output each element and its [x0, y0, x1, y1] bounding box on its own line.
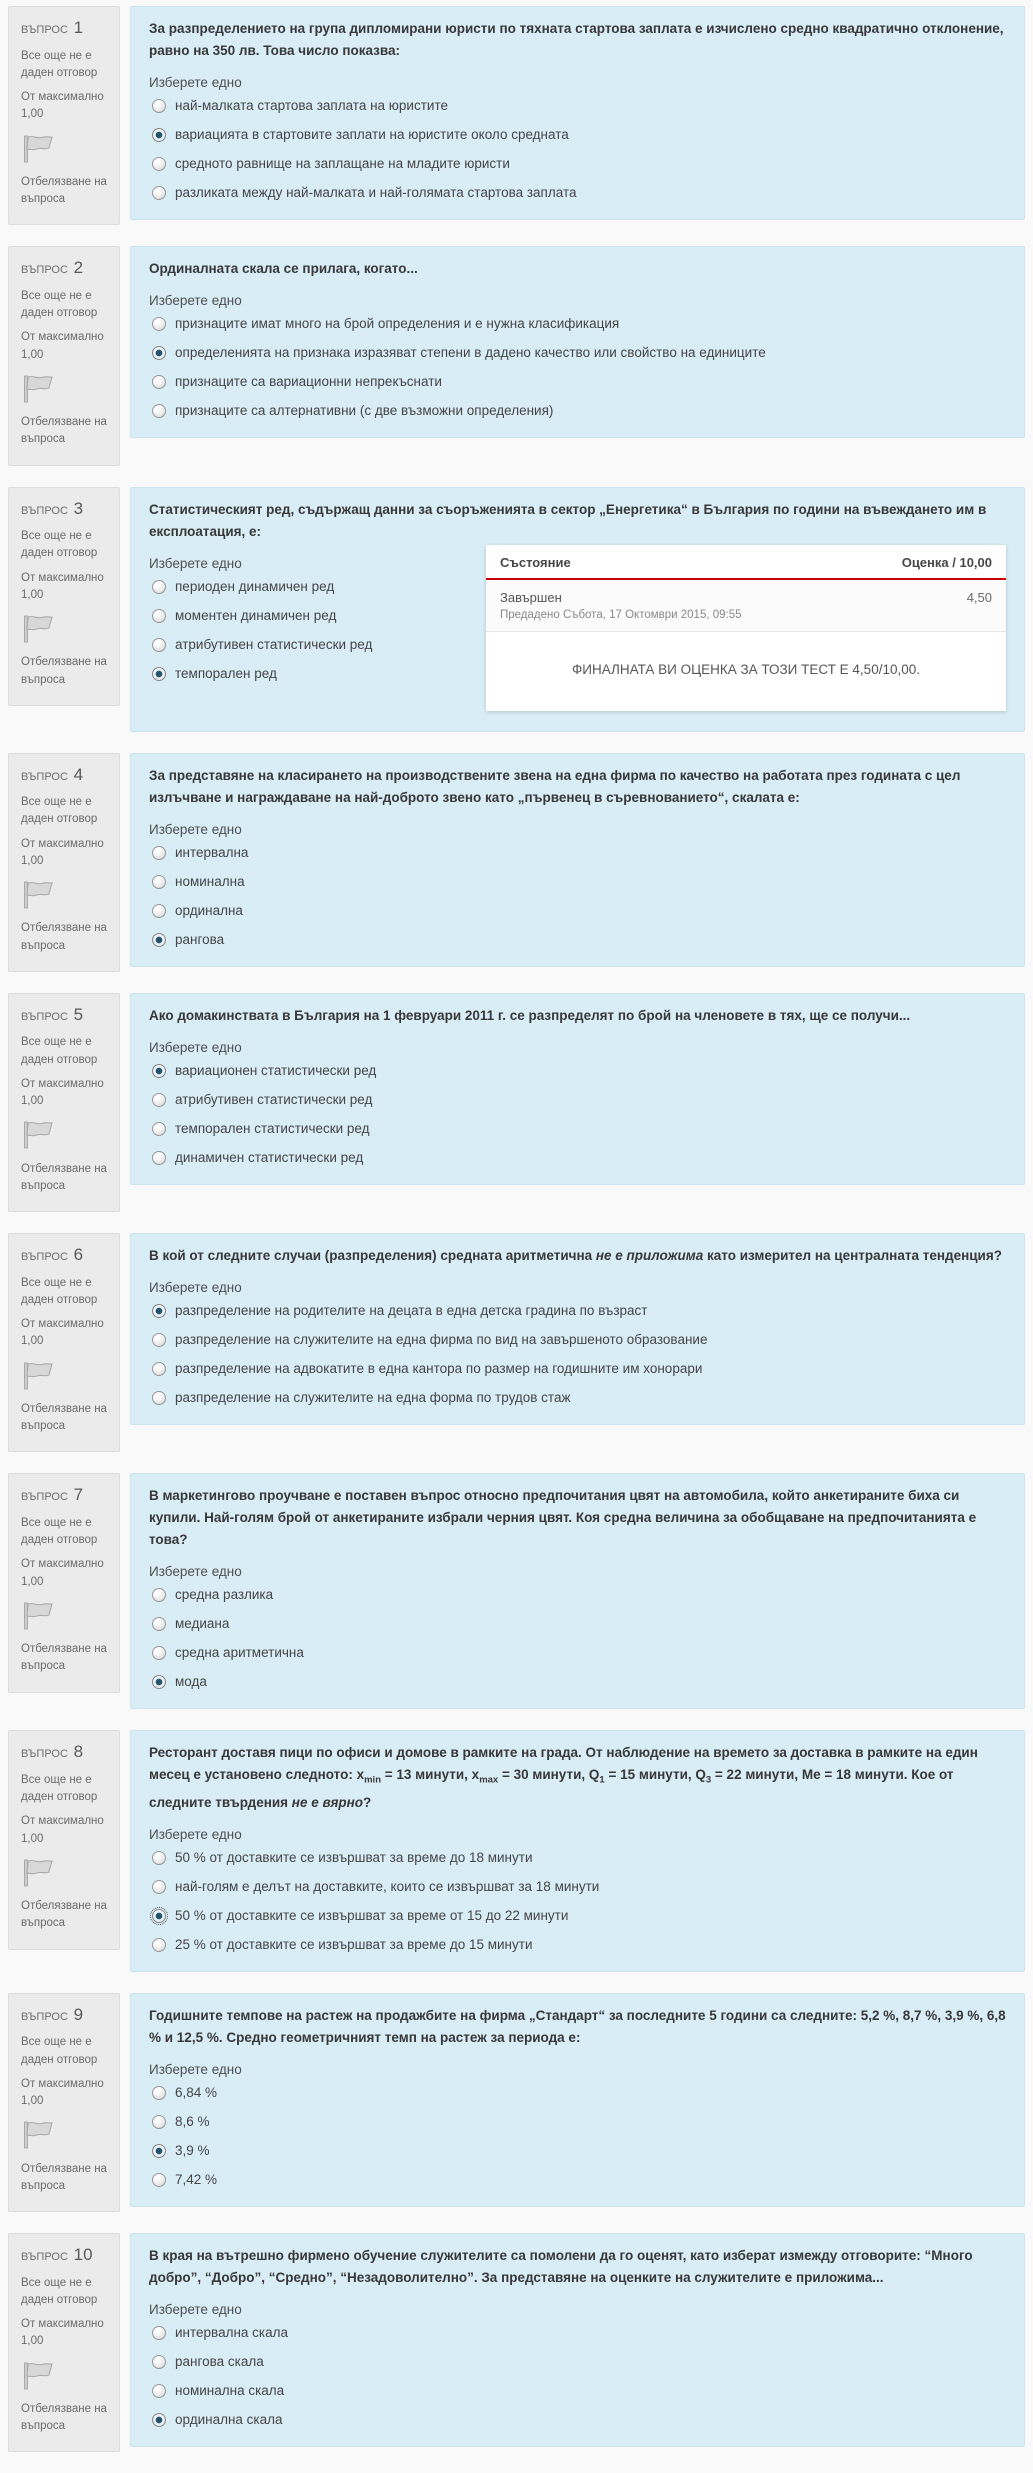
answer-option[interactable] [149, 838, 1006, 867]
flag-icon [21, 1601, 107, 1637]
question-content [130, 1730, 1025, 1972]
question-block [8, 1993, 1025, 2212]
answer-option[interactable] [149, 2165, 1006, 2194]
question-heading [21, 1242, 107, 1268]
radio-button-icon[interactable] [152, 1151, 166, 1165]
question-label: ВЪПРОС [21, 24, 68, 36]
radio-button-icon[interactable] [152, 1909, 166, 1923]
answer-option[interactable] [149, 178, 1006, 207]
answer-option-label: медиана [175, 1616, 230, 1632]
radio-button-icon[interactable] [152, 2384, 166, 2398]
radio-button-icon[interactable] [152, 1362, 166, 1376]
radio-button-icon[interactable] [152, 375, 166, 389]
answer-option-label: определенията на признака изразяват степени в дадено качество или свойство на единиците [175, 345, 766, 361]
question-heading [21, 255, 107, 281]
answer-option-label: най-голям е делът на доставките, които се извършват за 18 минути [175, 1878, 600, 1894]
max-grade: От максимално 1,00 [21, 1815, 104, 1845]
question-content [130, 487, 1025, 732]
radio-button-icon[interactable] [152, 1304, 166, 1318]
question-label: ВЪПРОС [21, 2251, 68, 2264]
question-heading [21, 2242, 107, 2268]
answer-option-label: атрибутивен статистически ред [175, 636, 373, 652]
question-text: Годишните темпове на растеж на продажбите на фирма „Стандарт“ за последните 5 години са следните: 5,2 %, 8,7 %, 3,9 %, 6,8 % и 12,5 %. Средно геометричният темп на растеж за периода е: [149, 2007, 1006, 2045]
answer-option-label: признаците са вариационни непрекъснати [175, 374, 442, 390]
question-label: ВЪПРОС [21, 770, 68, 783]
answer-option-label: мода [175, 1674, 207, 1690]
radio-button-icon[interactable] [152, 1333, 166, 1347]
flag-icon [21, 1120, 107, 1156]
question-heading [21, 1002, 107, 1028]
radio-button-icon[interactable] [152, 2086, 166, 2100]
question-text: В края на вътрешно фирмено обучение служителите са помолени да го оценят, като изберат измежду отговорите: “Много добро”, “Добро”, “Средно”, “Незадоволително”. За представяне на оценките на служителите е приложима... [149, 2248, 973, 2286]
answer-option-label: атрибутивен статистически ред [175, 1091, 373, 1107]
answer-status: Все още не е даден отговор [21, 530, 98, 560]
answer-option[interactable] [149, 572, 470, 601]
max-grade: От максимално 1,00 [21, 571, 104, 601]
answer-options [149, 2318, 1006, 2434]
answer-option[interactable] [149, 91, 1006, 120]
answer-option[interactable] [149, 1609, 1006, 1638]
question-number: 4 [73, 764, 84, 784]
answer-option-label: разликата между най-малката и най-голямата стартова заплата [175, 185, 577, 200]
answer-options [149, 1580, 1006, 1696]
answer-prompt: Изберете едно [149, 2061, 242, 2077]
question-block [8, 6, 1025, 225]
answer-option-label: интервална скала [175, 2325, 289, 2341]
question-heading [21, 762, 107, 788]
question-label: ВЪПРОС [21, 504, 68, 517]
flag-question-link[interactable]: Отбелязване на въпроса [21, 922, 107, 952]
summary-state-header: Състояние [500, 554, 571, 570]
question-text: За представяне на класирането на производствените звена на една фирма по качество на работата през годината с цел излъчване и награждаване на най-доброто звено като „първенец в съревнованието“, скалата е: [149, 767, 961, 805]
max-grade: От максимално 1,00 [21, 2318, 104, 2348]
question-block [8, 487, 1025, 732]
question-text: Ресторант доставя пици по офиси и домове в рамките на града. От наблюдение на времето за доставка в рамките на един месец е установено следното: $x_{min} = 13$ минути, $x_{max} = 30$ минути, $Q_1 = 15$ минути, $Q_3 = 22$ минути, Me = 18 минути. Кое от следните твърдения не е вярно? [149, 1745, 978, 1810]
answer-option[interactable] [149, 367, 1006, 396]
answer-option[interactable] [149, 2347, 1006, 2376]
question-content [130, 1993, 1025, 2207]
answer-option-label: разпределение на служителите на една фирма по вид на завършеното образование [175, 1332, 708, 1347]
question-number: 9 [73, 2004, 84, 2024]
question-text: В кой от следните случаи (разпределения) средната аритметична не е приложима като измерител на централната тенденция? [149, 1248, 1002, 1263]
radio-button-icon[interactable] [152, 2144, 166, 2158]
answer-status: Все още не е даден отговор [21, 49, 98, 79]
answer-option[interactable] [149, 1354, 1006, 1383]
answer-option[interactable] [149, 925, 1006, 954]
answer-option-label: моментен динамичен ред [175, 607, 337, 623]
answer-option[interactable] [149, 1872, 1006, 1901]
answer-option[interactable] [149, 2107, 1006, 2136]
summary-header-row [486, 545, 1006, 578]
question-content [130, 6, 1025, 220]
answer-option-label: 50 % от доставките се извършват за време от 15 до 22 минути [175, 1907, 569, 1923]
max-grade: От максимално 1,00 [21, 837, 104, 867]
answer-option-label: рангова [175, 931, 225, 947]
question-label: ВЪПРОС [21, 1491, 68, 1504]
question-number: 2 [73, 258, 84, 278]
question-label: ВЪПРОС [21, 1748, 68, 1761]
question-text: За разпределението на група дипломирани юристи по тяхната стартова заплата е изчислено средно квадратично отклонение, равно на 350 лв. Това число показва: [149, 21, 1004, 58]
question-info-panel [8, 1473, 120, 1692]
flag-question-link[interactable]: Отбелязване на въпроса [21, 416, 107, 446]
summary-final-grade: ФИНАЛНАТА ВИ ОЦЕНКА ЗА ТОЗИ ТЕСТ Е 4,50/10,00. [572, 661, 920, 677]
answer-options [149, 1056, 1006, 1172]
answer-status: Все още не е даден отговор [21, 289, 98, 319]
answer-option[interactable] [149, 1580, 1006, 1609]
max-grade: От максимално 1,00 [21, 91, 104, 121]
answer-option[interactable] [149, 2318, 1006, 2347]
summary-submitted: Предадено Събота, 17 Октомври 2015, 09:55 [500, 608, 742, 621]
max-grade: От максимално 1,00 [21, 1318, 104, 1348]
radio-button-icon[interactable] [152, 1391, 166, 1405]
answer-status: Все още не е даден отговор [21, 1773, 98, 1803]
flag-icon [21, 134, 107, 170]
question-text: Ординалната скала се прилага, когато... [149, 261, 418, 277]
radio-button-icon[interactable] [152, 2173, 166, 2187]
answer-option-label: периоден динамичен ред [175, 578, 335, 594]
answer-option-label: средното равнище на заплащане на младите юристи [175, 156, 510, 171]
question-block [8, 1730, 1025, 1972]
flag-icon [21, 2120, 107, 2156]
answer-prompt: Изберете едно [149, 821, 242, 837]
answer-status: Все още не е даден отговор [21, 1036, 98, 1066]
radio-button-icon[interactable] [152, 609, 166, 623]
answer-option-label: ординална [175, 902, 243, 918]
radio-button-icon[interactable] [152, 875, 166, 889]
answer-option-label: темпорален статистически ред [175, 1120, 370, 1136]
answer-option[interactable] [149, 1843, 1006, 1872]
answer-option[interactable] [149, 1930, 1006, 1959]
question-number: 5 [73, 1004, 84, 1024]
answer-option-label: интервална [175, 844, 249, 860]
answer-option-label: признаците са алтернативни (с две възможни определения) [175, 403, 554, 419]
answer-option[interactable] [149, 1296, 1006, 1325]
answer-option[interactable] [149, 601, 470, 630]
question-block [8, 753, 1025, 972]
question-block [8, 246, 1025, 465]
answer-option-label: 25 % от доставките се извършват за време до 15 минути [175, 1936, 533, 1952]
question-info-panel [8, 1730, 120, 1949]
answer-option-label: разпределение на адвокатите в една кантора по размер на годишните им хонорари [175, 1361, 703, 1376]
answer-option[interactable] [149, 1383, 1006, 1412]
question-number: 8 [73, 1742, 84, 1762]
answer-status: Все още не е даден отговор [21, 1516, 98, 1546]
answer-prompt: Изберете едно [149, 2302, 242, 2318]
question-content [130, 993, 1025, 1185]
question-info-panel [8, 246, 120, 465]
summary-grade-header: Оценка / 10,00 [901, 554, 992, 570]
answer-options [149, 838, 1006, 954]
flag-question-link[interactable]: Отбелязване на въпроса [21, 1643, 107, 1673]
answer-option[interactable] [149, 1901, 1006, 1930]
question-content [130, 753, 1025, 967]
answer-option[interactable] [149, 2376, 1006, 2405]
answer-option-label: вариацията в стартовите заплати на юристите около средната [175, 127, 569, 142]
question-block [8, 1233, 1025, 1452]
summary-state-row [486, 580, 1006, 632]
radio-button-icon[interactable] [152, 99, 166, 113]
question-number: 1 [73, 18, 84, 37]
answer-option-label: средна разлика [175, 1587, 274, 1603]
answer-option[interactable] [149, 1114, 1006, 1143]
question-number: 7 [73, 1485, 84, 1505]
answer-option[interactable] [149, 659, 470, 688]
answer-option-label: разпределение на родителите на децата в една детска градина по възраст [175, 1303, 648, 1318]
answer-prompt: Изберете едно [149, 1039, 242, 1055]
question-info-panel [8, 6, 120, 225]
radio-button-icon[interactable] [152, 933, 166, 947]
radio-button-icon[interactable] [152, 2326, 166, 2340]
radio-button-icon[interactable] [152, 157, 166, 171]
question-text: В маркетингово проучване е поставен въпрос относно предпочитания цвят на автомобила, който анкетираните биха си купили. Най-голям брой от анкетираните избрали черния цвят. Коя средна величина за обобщаване на предпочитанията е това? [149, 1488, 977, 1548]
question-content [130, 2233, 1025, 2447]
question-info-panel [8, 487, 120, 706]
answer-option[interactable] [149, 896, 1006, 925]
question-block [8, 993, 1025, 1212]
answer-option-label: 8,6 % [175, 2113, 210, 2129]
flag-question-link[interactable]: Отбелязване на въпроса [21, 1900, 107, 1930]
answer-status: Все още не е даден отговор [21, 1276, 98, 1306]
answer-option[interactable] [149, 396, 1006, 425]
max-grade: От максимално 1,00 [21, 1077, 104, 1107]
answer-options [149, 1296, 1006, 1412]
answer-options [149, 91, 1006, 207]
answer-options [149, 309, 1006, 425]
radio-button-icon[interactable] [152, 186, 166, 200]
radio-button-icon[interactable] [152, 667, 166, 681]
answer-option-label: номинална скала [175, 2383, 285, 2399]
question-label: ВЪПРОС [21, 264, 68, 277]
flag-icon [21, 880, 107, 916]
radio-button-icon[interactable] [152, 1122, 166, 1136]
question-number: 10 [73, 2245, 93, 2265]
answer-prompt: Изберете едно [149, 555, 242, 571]
summary-state-value: Завършен [500, 589, 562, 605]
answer-option-label: темпорален ред [175, 665, 277, 681]
flag-icon [21, 1858, 107, 1894]
answer-option-label: 50 % от доставките се извършват за време до 18 минути [175, 1849, 533, 1865]
radio-button-icon[interactable] [152, 1938, 166, 1952]
answer-option[interactable] [149, 2078, 1006, 2107]
answer-option[interactable] [149, 1056, 1006, 1085]
answer-prompt: Изберете едно [149, 75, 242, 90]
radio-button-icon[interactable] [152, 580, 166, 594]
question-block [8, 1473, 1025, 1709]
radio-button-icon[interactable] [152, 2355, 166, 2369]
answer-option-label: ординална скала [175, 2412, 283, 2428]
answer-option-label: 3,9 % [175, 2142, 210, 2158]
radio-button-icon[interactable] [152, 1093, 166, 1107]
question-info-panel [8, 993, 120, 1212]
flag-question-link[interactable]: Отбелязване на въпроса [21, 175, 107, 205]
quiz-summary-overlay [486, 545, 1006, 711]
max-grade: От максимално 1,00 [21, 1558, 104, 1588]
answer-option-label: вариационен статистически ред [175, 1062, 377, 1078]
answer-option[interactable] [149, 1143, 1006, 1172]
answer-option[interactable] [149, 1325, 1006, 1354]
question-text: Ако домакинствата в България на 1 февруари 2011 г. се разпределят по брой на членовете в тях, ще се получи... [149, 1007, 911, 1023]
answer-status: Все още не е даден отговор [21, 796, 98, 826]
answer-option[interactable] [149, 2405, 1006, 2434]
flag-icon [21, 2361, 107, 2397]
answer-option[interactable] [149, 867, 1006, 896]
question-heading [21, 15, 107, 41]
radio-button-icon[interactable] [152, 1880, 166, 1894]
flag-question-link[interactable]: Отбелязване на въпроса [21, 656, 107, 686]
radio-button-icon[interactable] [152, 2115, 166, 2129]
flag-icon [21, 1361, 107, 1397]
question-block [8, 2233, 1025, 2452]
flag-icon [21, 614, 107, 650]
flag-question-link[interactable]: Отбелязване на въпроса [21, 2402, 107, 2433]
answer-option-label: най-малката стартова заплата на юристите [175, 98, 448, 113]
answer-option[interactable] [149, 2136, 1006, 2165]
answer-option[interactable] [149, 338, 1006, 367]
answer-option[interactable] [149, 1085, 1006, 1114]
answer-option[interactable] [149, 120, 1006, 149]
question-content [130, 1473, 1025, 1709]
answer-prompt: Изберете едно [149, 1280, 242, 1295]
max-grade: От максимално 1,00 [21, 331, 104, 361]
question-content [130, 246, 1025, 438]
question-info-panel [8, 1993, 120, 2212]
question-heading [21, 2002, 107, 2028]
answer-option-label: 6,84 % [175, 2084, 218, 2100]
radio-button-icon[interactable] [152, 317, 166, 331]
radio-button-icon[interactable] [152, 1588, 166, 1602]
radio-button-icon[interactable] [152, 846, 166, 860]
flag-icon [21, 374, 107, 410]
answer-option[interactable] [149, 630, 470, 659]
question-heading [21, 496, 107, 522]
radio-button-icon[interactable] [152, 1064, 166, 1078]
question-number: 6 [73, 1245, 84, 1264]
radio-button-icon[interactable] [152, 638, 166, 652]
max-grade: От максимално 1,00 [21, 2077, 104, 2108]
answer-option-label: номинална [175, 873, 245, 889]
question-label: ВЪПРОС [21, 1251, 68, 1263]
answer-prompt: Изберете едно [149, 1826, 242, 1842]
answer-option-label: 7,42 % [175, 2171, 218, 2187]
question-info-panel [8, 753, 120, 972]
question-info-panel [8, 2233, 120, 2452]
answer-option[interactable] [149, 309, 1006, 338]
answer-status: Все още не е даден отговор [21, 2036, 98, 2066]
answer-option-label: средна аритметична [175, 1645, 304, 1661]
question-number: 3 [73, 498, 84, 518]
radio-button-icon[interactable] [152, 2413, 166, 2427]
radio-button-icon[interactable] [152, 404, 166, 418]
question-content [130, 1233, 1025, 1425]
radio-button-icon[interactable] [152, 1617, 166, 1631]
flag-question-link[interactable]: Отбелязване на въпроса [21, 1162, 107, 1192]
question-info-panel [8, 1233, 120, 1452]
flag-question-link[interactable]: Отбелязване на въпроса [21, 1402, 107, 1432]
question-heading [21, 1739, 107, 1765]
answer-option-label: признаците имат много на брой определения и е нужна класификация [175, 316, 620, 332]
answer-option[interactable] [149, 1667, 1006, 1696]
answer-options [149, 1843, 1006, 1959]
answer-prompt: Изберете едно [149, 293, 242, 309]
answer-option[interactable] [149, 149, 1006, 178]
flag-question-link[interactable]: Отбелязване на въпроса [21, 2162, 107, 2192]
radio-button-icon[interactable] [152, 346, 166, 360]
summary-grade-value: 4,50 [966, 589, 992, 605]
answer-prompt: Изберете едно [149, 1564, 242, 1580]
answer-option-label: рангова скала [175, 2354, 264, 2370]
question-label: ВЪПРОС [21, 1010, 68, 1023]
answer-option[interactable] [149, 1638, 1006, 1667]
radio-button-icon[interactable] [152, 1851, 166, 1865]
answer-options [149, 2078, 1006, 2194]
answer-status: Все още не е даден отговор [21, 2276, 98, 2306]
radio-button-icon[interactable] [152, 1646, 166, 1660]
question-heading [21, 1482, 107, 1508]
radio-button-icon[interactable] [152, 904, 166, 918]
answer-option-label: разпределение на служителите на една форма по трудов стаж [175, 1390, 571, 1405]
radio-button-icon[interactable] [152, 128, 166, 142]
radio-button-icon[interactable] [152, 1675, 166, 1689]
answer-option-label: динамичен статистически ред [175, 1149, 364, 1165]
question-text: Статистическият ред, съдържащ данни за съоръженията в сектор „Енергетика“ в България по години на въвеждането им в експлоатация, е: [149, 501, 987, 539]
question-label: ВЪПРОС [21, 2010, 68, 2023]
